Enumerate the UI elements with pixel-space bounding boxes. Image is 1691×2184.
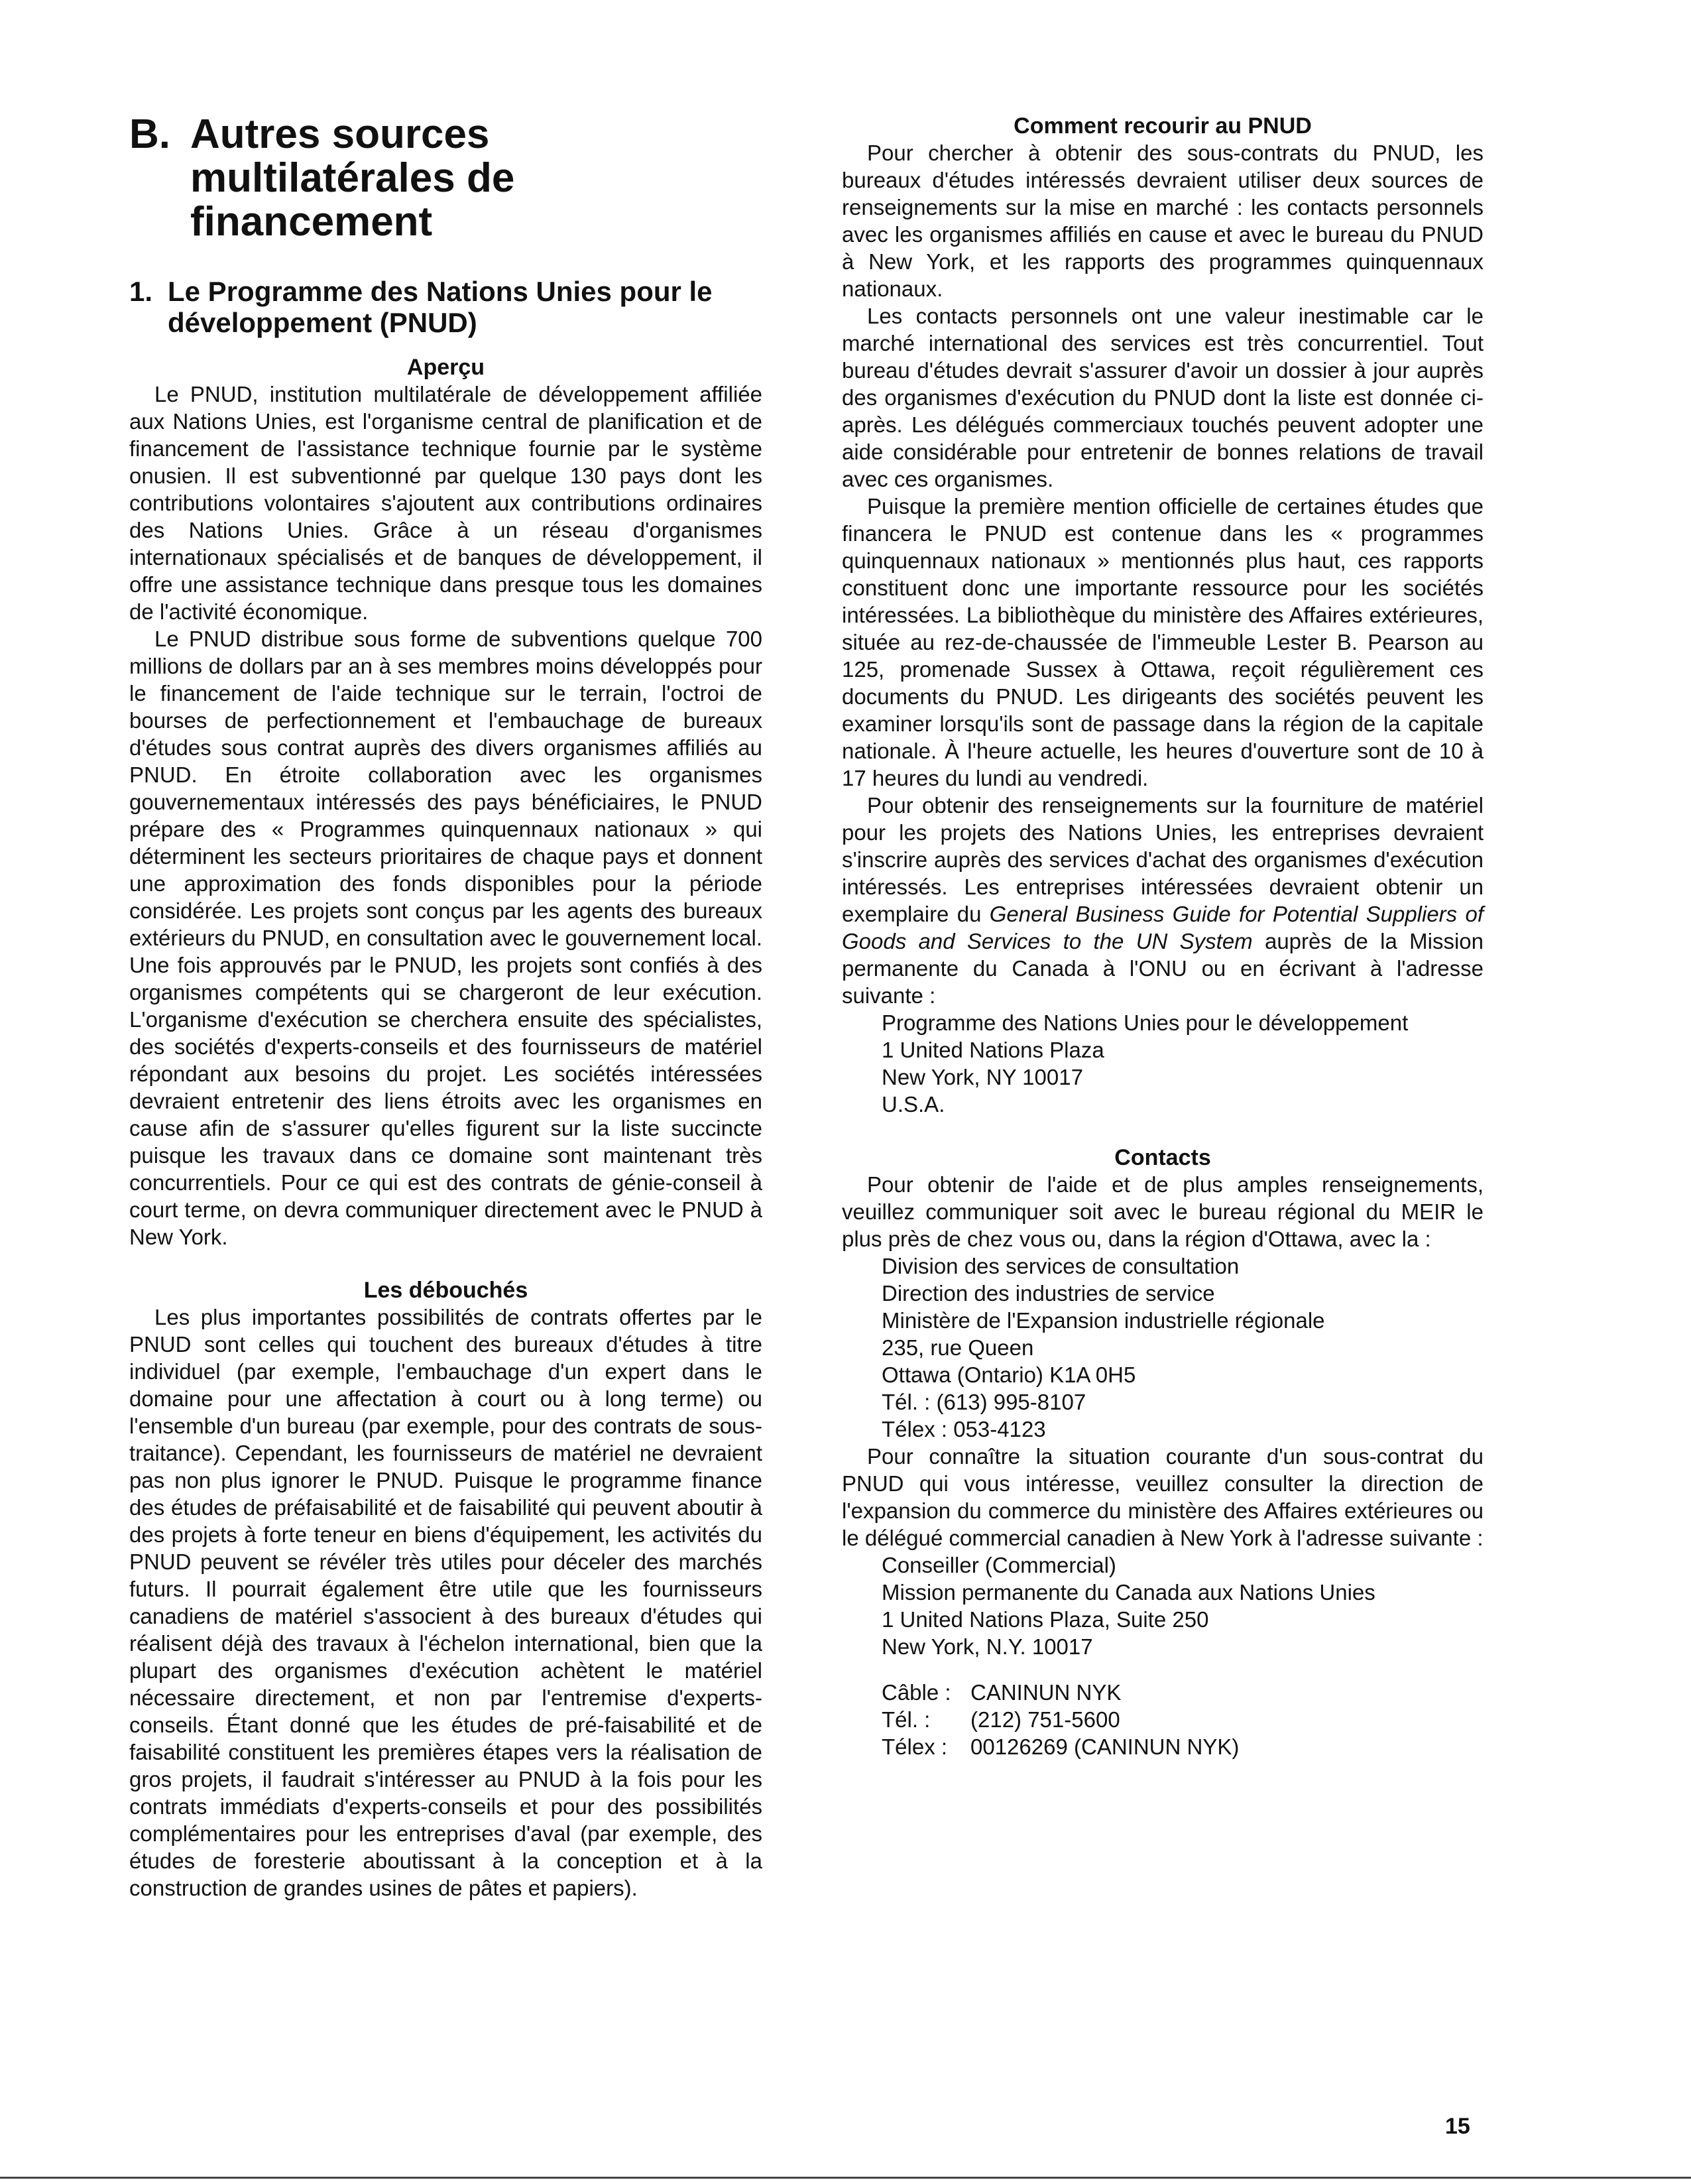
paragraph-guide — [842, 792, 1484, 1009]
contact-value: (212) 751-5600 — [970, 1707, 1120, 1732]
page-number: 15 — [1445, 2114, 1470, 2139]
address-line: New York, N.Y. 10017 — [882, 1634, 1093, 1659]
contact-phone — [882, 1706, 1484, 1733]
right-column — [842, 113, 1484, 1760]
paragraph: Pour obtenir de l'aide et de plus amples renseignements, veuillez communiquer soit avec le bureau régional du MEIR le plus près de chez vous ou, dans la région d'Ottawa, avec la : — [842, 1172, 1484, 1251]
contact-details — [842, 1679, 1484, 1760]
guide-title: General Business Guide for Potential Suppliers of Goods and Services to the UN System — [842, 902, 1484, 953]
address-line: Ottawa (Ontario) K1A 0H5 — [882, 1363, 1136, 1387]
section-number: B. — [129, 111, 170, 157]
address-line: Télex : 053-4123 — [882, 1417, 1046, 1441]
address-pnud — [842, 1009, 1484, 1118]
contact-value: CANINUN NYK — [970, 1680, 1122, 1705]
subsection-title-text: Le Programme des Nations Unies pour le développement (PNUD) — [168, 276, 713, 338]
address-line: Ministère de l'Expansion industrielle régionale — [882, 1308, 1325, 1333]
paragraph: Puisque la première mention officielle de certaines études que financera le PNUD est contenue dans les « programmes quinquennaux nationaux » mentionnés plus haut, ces rapports constituent donc une importante ressource pour les sociétés intéressées. La bibliothèque du ministère des Affaires extérieures, située au rez-de-chaussée de l'immeuble Lester B. Pearson au 125, promenade Sussex à Ottawa, reçoit régulièrement ces documents du PNUD. Les dirigeants des sociétés peuvent les examiner lorsqu'ils sont de passage dans la région de la capitale nationale. À l'heure actuelle, les heures d'ouverture sont de 10 à 17 heures du lundi au vendredi. — [842, 494, 1484, 790]
address-line: 1 United Nations Plaza — [882, 1038, 1104, 1062]
paragraph-text: auprès de la Mission permanente du Canada à l'ONU ou en écrivant à l'adresse suivante : — [842, 929, 1484, 1008]
paragraph: Les contacts personnels ont une valeur inestimable car le marché international des services est très concurrentiel. Tout bureau d'études devrait s'assurer d'avoir un dossier à jour auprès des organismes d'exécution du PNUD dont la liste est donnée ci-après. Les délégués commerciaux touchés peuvent adopter une aide considérable pour entretenir de bonnes relations de travail avec ces organismes. — [842, 304, 1484, 491]
address-line: 235, rue Queen — [882, 1335, 1034, 1360]
heading-contacts: Contacts — [1114, 1145, 1211, 1170]
bottom-rule — [0, 2177, 1691, 2179]
heading-comment-recourir: Comment recourir au PNUD — [1014, 113, 1312, 139]
paragraph: Pour connaître la situation courante d'un sous-contrat du PNUD qui vous intéresse, veuillez consulter la direction de l'expansion du commerce du ministère des Affaires extérieures ou le délégué commercial canadien à New York à l'adresse suivante : — [842, 1444, 1484, 1550]
left-column — [129, 113, 762, 1902]
address-mission — [842, 1551, 1484, 1660]
paragraph: Le PNUD distribue sous forme de subventions quelque 700 millions de dollars par an à ses membres moins développés pour le financement de l'aide technique sur le terrain, l'octroi de bourses de perfectionnement et l'embauchage de bureaux d'études sous contrat auprès des divers organismes affiliés au PNUD. En étroite collaboration avec les organismes gouvernementaux intéressés des pays bénéficiaires, le PNUD prépare des « Programmes quinquennaux nationaux » qui déterminent les secteurs prioritaires de chaque pays et donnent une approximation des fonds disponibles pour la période considérée. Les projets sont conçus par les agents des bureaux extérieurs du PNUD, en consultation avec le gouvernement local. Une fois approuvés par le PNUD, les projets sont confiés à des organismes compétents qui se chargeront de leur exécution. L'organisme d'exécution se cherchera ensuite des spécialistes, des sociétés d'experts-conseils et des fournisseurs de matériel répondant aux besoins du projet. Les sociétés intéressées devraient entretenir des liens étroits avec les organismes en cause afin de s'assurer qu'elles figurent sur la liste succincte puisque les travaux dans ce domaine sont maintenant très concurrentiels. Pour ce qui est des contrats de génie-conseil à court terme, on devra communiquer directement avec le PNUD à New York. — [129, 627, 762, 1249]
section-title-text: Autres sources multilatérales de financement — [190, 111, 515, 245]
address-line: 1 United Nations Plaza, Suite 250 — [882, 1607, 1209, 1632]
contact-label: Tél. : — [882, 1707, 931, 1732]
paragraph-text: Pour obtenir des renseignements sur la fourniture de matériel pour les projets des Nations Unies, les entreprises devraient s'inscrire auprès des services d'achat des organismes d'exécution intéressés. Les entreprises intéressées devraient obtenir un exemplaire du — [842, 793, 1484, 926]
contact-label: Télex : — [882, 1734, 948, 1759]
address-line: Direction des industries de service — [882, 1281, 1215, 1305]
address-line: Division des services de consultation — [882, 1254, 1240, 1278]
heading-debouches: Les débouchés — [363, 1278, 528, 1303]
heading-apercu: Aperçu — [406, 355, 485, 380]
contact-value: 00126269 (CANINUN NYK) — [970, 1734, 1240, 1759]
address-line: Mission permanente du Canada aux Nations Unies — [882, 1580, 1375, 1605]
section-title — [129, 113, 762, 244]
address-line: Programme des Nations Unies pour le développement — [882, 1010, 1409, 1035]
subsection-number: 1. — [129, 276, 153, 307]
address-meir — [842, 1252, 1484, 1443]
paragraph: Les plus importantes possibilités de contrats offertes par le PNUD sont celles qui touchent des bureaux d'études à titre individuel (par exemple, l'embauchage d'un expert dans le domaine pour une affectation à court ou à long terme) ou l'ensemble d'un bureau (par exemple, pour des contrats de sous-traitance). Cependant, les fournisseurs de matériel ne devraient pas non plus ignorer le PNUD. Puisque le programme finance des études de préfaisabilité et de faisabilité qui peuvent aboutir à des projets à forte teneur en biens d'équipement, les activités du PNUD peuvent se révéler très utiles pour déceler des marchés futurs. Il pourrait également être utile que les fournisseurs canadiens de matériel s'associent à des bureaux d'études qui réalisent déjà des travaux à l'échelon international, bien que la plupart des organismes d'exécution achètent le matériel nécessaire directement, et non par l'entremise d'experts-conseils. Étant donné que les études de pré-faisabilité et de faisabilité constituent les premières étapes vers la réalisation de gros projets, il faudrait s'intéresser au PNUD à la fois pour les contrats immédiats d'experts-conseils et pour des possibilités complémentaires pour les entreprises d'aval (par exemple, des études de foresterie aboutissant à la conception et à la construction de grandes usines de pâtes et papiers). — [129, 1305, 762, 1900]
paragraph: Pour chercher à obtenir des sous-contrats du PNUD, les bureaux d'études intéressés devraient utiliser deux sources de renseignements sur la mise en marché : les contacts personnels avec les organismes affiliés en cause et avec le bureau du PNUD à New York, et les rapports des programmes quinquennaux nationaux. — [842, 141, 1484, 301]
contact-cable — [882, 1679, 1484, 1706]
contact-telex — [882, 1733, 1484, 1760]
address-line: Tél. : (613) 995-8107 — [882, 1390, 1086, 1414]
paragraph: Le PNUD, institution multilatérale de développement affiliée aux Nations Unies, est l'organisme central de planification et de financement de l'assistance technique fournie par le système onusien. Il est subventionné par quelque 130 pays dont les contributions volontaires s'ajoutent aux contributions ordinaires des Nations Unies. Grâce à un réseau d'organismes internationaux spécialisés et de banques de développement, il offre une assistance technique dans presque tous les domaines de l'activité économique. — [129, 382, 762, 624]
address-line: U.S.A. — [882, 1092, 945, 1117]
address-line: New York, NY 10017 — [882, 1065, 1083, 1089]
address-line: Conseiller (Commercial) — [882, 1553, 1116, 1577]
contact-label: Câble : — [882, 1680, 951, 1705]
subsection-title — [129, 276, 762, 338]
